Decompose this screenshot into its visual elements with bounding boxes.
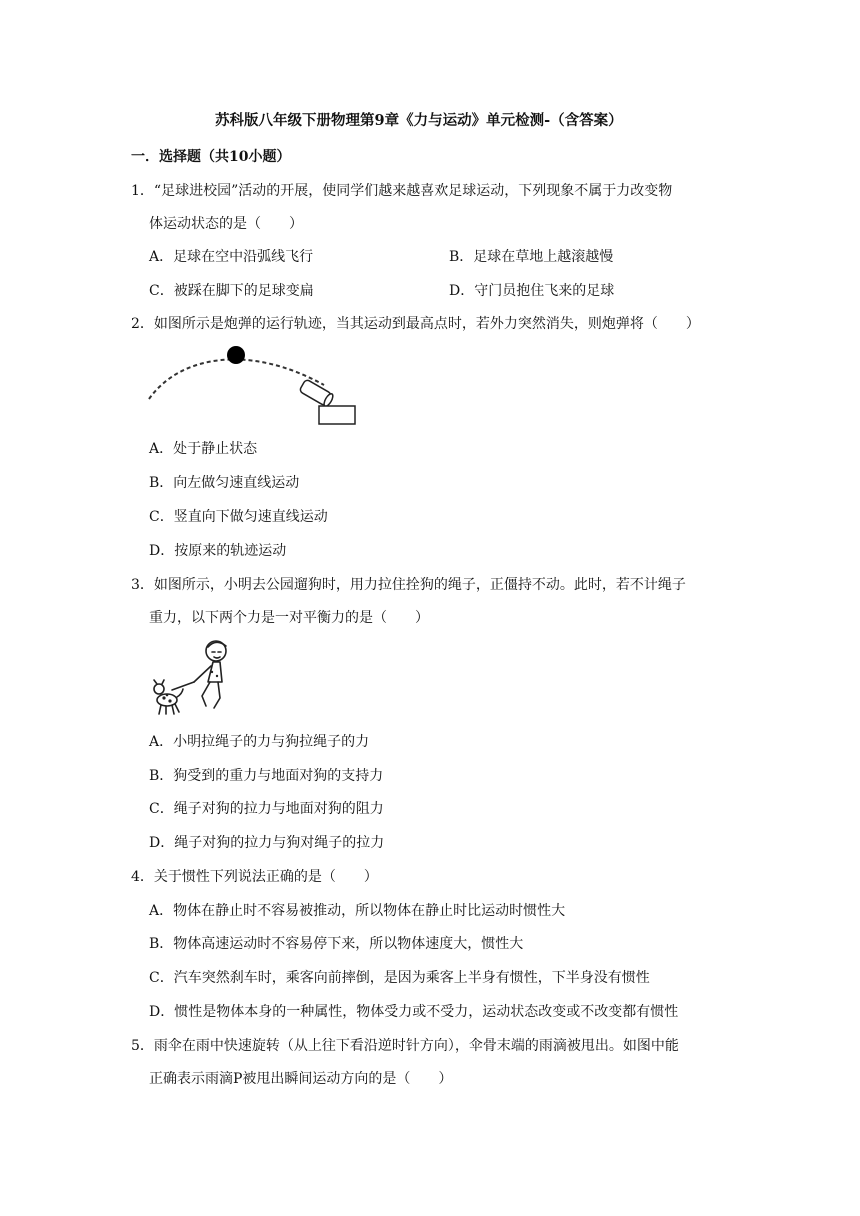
question-3-option-c: C．绳子对狗的拉力与地面对狗的阻力 [149,801,384,817]
question-1-option-a: A．足球在空中沿弧线飞行 [149,249,314,265]
boy-walking-dog-figure [150,636,240,718]
question-3-option-a: A．小明拉绳子的力与狗拉绳子的力 [149,734,370,750]
question-1-option-c: C．被踩在脚下的足球变扁 [149,283,314,299]
question-4-option-b: B．物体高速运动时不容易停下来，所以物体速度大，惯性大 [149,936,524,952]
question-3-option-d: D．绳子对狗的拉力与狗对绳子的拉力 [149,835,385,851]
question-1-line-2: 体运动状态的是（ ） [149,216,303,232]
question-2-option-b: B．向左做匀速直线运动 [149,475,300,491]
section-heading: 一．选择题（共10小题） [131,149,291,165]
question-3-line-2: 重力，以下两个力是一对平衡力的是（ ） [149,610,429,626]
question-2-option-c: C．竖直向下做匀速直线运动 [149,509,328,525]
question-1-option-b: B．足球在草地上越滚越慢 [449,249,614,265]
question-3-line-1: 3．如图所示，小明去公园遛狗时，用力拉住拴狗的绳子，正僵持不动。此时，若不计绳子 [131,577,686,593]
question-5-line-1: 5．雨伞在雨中快速旋转（从上往下看沿逆时针方向），伞骨末端的雨滴被甩出。如图中能 [131,1038,679,1054]
question-2-option-a: A．处于静止状态 [149,441,258,457]
question-2-option-d: D．按原来的轨迹运动 [149,543,287,559]
question-4-option-c: C．汽车突然刹车时，乘客向前摔倒，是因为乘客上半身有惯性，下半身没有惯性 [149,970,650,986]
cannon-trajectory-figure [140,340,365,430]
question-1-option-d: D．守门员抱住飞来的足球 [449,283,615,299]
page-title: 苏科版八年级下册物理第9章《力与运动》单元检测-（含答案） [215,112,623,129]
question-2-line-1: 2．如图所示是炮弹的运行轨迹，当其运动到最高点时，若外力突然消失，则炮弹将（ ） [131,316,700,332]
question-3-option-b: B．狗受到的重力与地面对狗的支持力 [149,768,384,784]
question-4-option-a: A．物体在静止时不容易被推动，所以物体在静止时比运动时惯性大 [149,903,566,919]
question-5-line-2: 正确表示雨滴P被甩出瞬间运动方向的是（ ） [149,1071,453,1087]
question-1-line-1: 1．“足球进校园”活动的开展，使同学们越来越喜欢足球运动，下列现象不属于力改变物 [131,183,673,199]
question-4-option-d: D．惯性是物体本身的一种属性，物体受力或不受力，运动状态改变或不改变都有惯性 [149,1004,679,1020]
question-4-line-1: 4．关于惯性下列说法正确的是（ ） [131,869,378,885]
